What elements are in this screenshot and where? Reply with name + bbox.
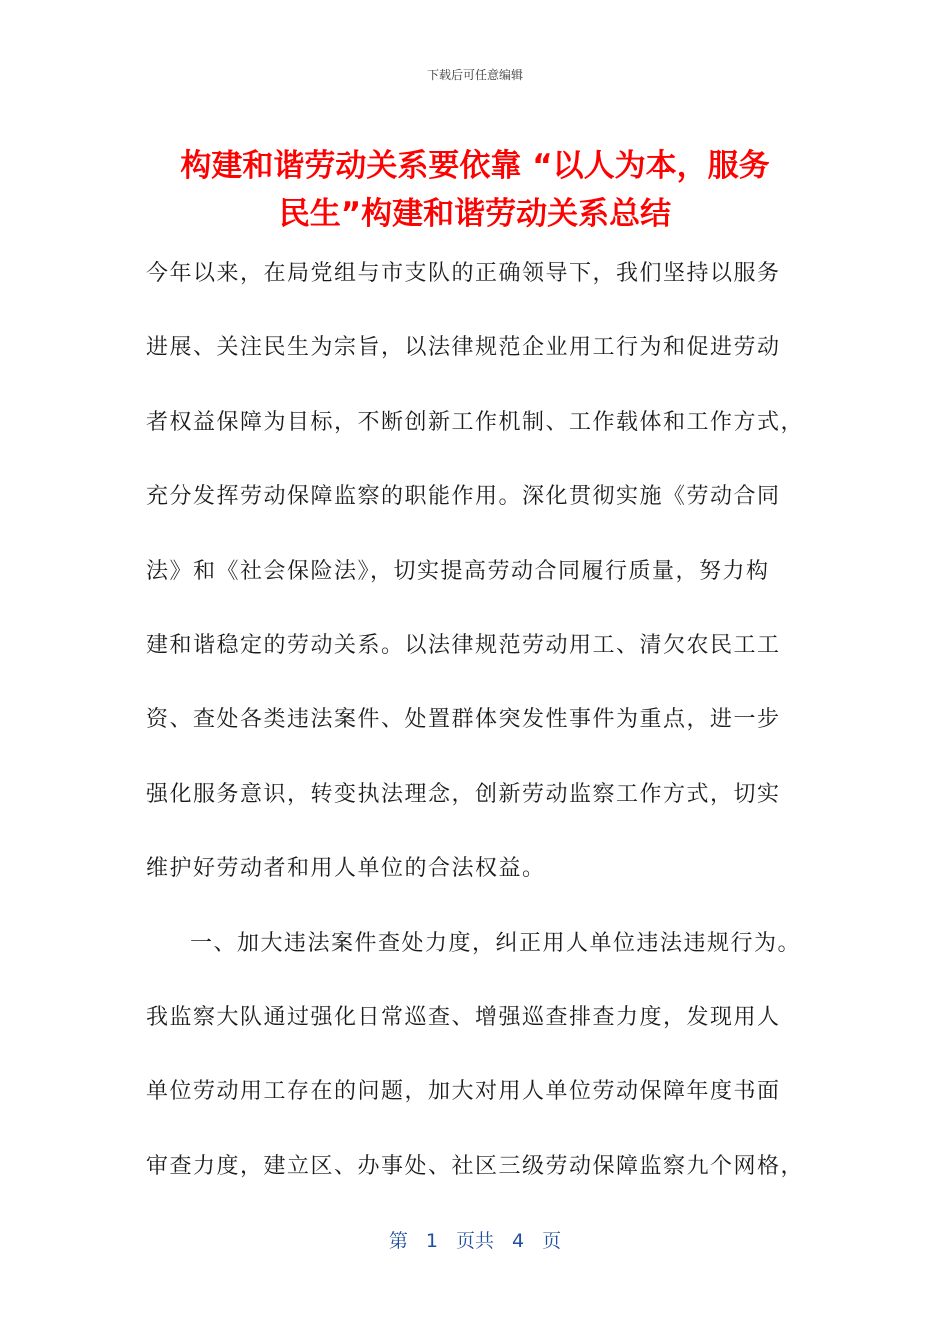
body-line: 进展、关注民生为宗旨，以法律规范企业用工行为和促进劳动 (146, 335, 781, 361)
footer-middle: 页共 (455, 1230, 494, 1252)
title-line-2: 民生”构建和谐劳动关系总结 (278, 196, 672, 232)
page-footer (0, 1226, 950, 1253)
footer-total-pages: 4 (512, 1230, 525, 1252)
title-line-1: 构建和谐劳动关系要依靠 “以人为本，服务 (180, 148, 770, 184)
footer-page-number: 1 (425, 1230, 438, 1252)
body-line: 法》和《社会保险法》，切实提高劳动合同履行质量，努力构 (146, 558, 770, 584)
footer-suffix: 页 (542, 1230, 562, 1252)
body-line: 我监察大队通过强化日常巡查、增强巡查排查力度，发现用人 (146, 1004, 781, 1030)
body-line: 强化服务意识，转变执法理念，创新劳动监察工作方式，切实 (146, 781, 781, 807)
body-line: 建和谐稳定的劳动关系。以法律规范劳动用工、清欠农民工工 (146, 632, 781, 658)
header-note: 下载后可任意编辑 (426, 68, 523, 82)
body-line: 资、查处各类违法案件、处置群体突发性事件为重点，进一步 (146, 707, 781, 733)
body-line: 今年以来，在局党组与市支队的正确领导下，我们坚持以服务 (146, 261, 781, 286)
body-line: 维护好劳动者和用人单位的合法权益。 (146, 856, 546, 882)
body-line: 单位劳动用工存在的问题，加大对用人单位劳动保障年度书面 (146, 1079, 781, 1105)
body-line: 充分发挥劳动保障监察的职能作用。深化贯彻实施《劳动合同 (146, 484, 781, 510)
body-line: 者权益保障为目标，不断创新工作机制、工作载体和工作方式， (146, 409, 805, 435)
section-heading: 一、加大违法案件查处力度，纠正用人单位违法违规行为。 (190, 930, 802, 956)
footer-prefix: 第 (388, 1230, 408, 1252)
document-title (120, 142, 830, 238)
document-body (146, 239, 810, 1206)
body-line: 审查力度，建立区、办事处、社区三级劳动保障监察九个网格， (146, 1153, 805, 1179)
